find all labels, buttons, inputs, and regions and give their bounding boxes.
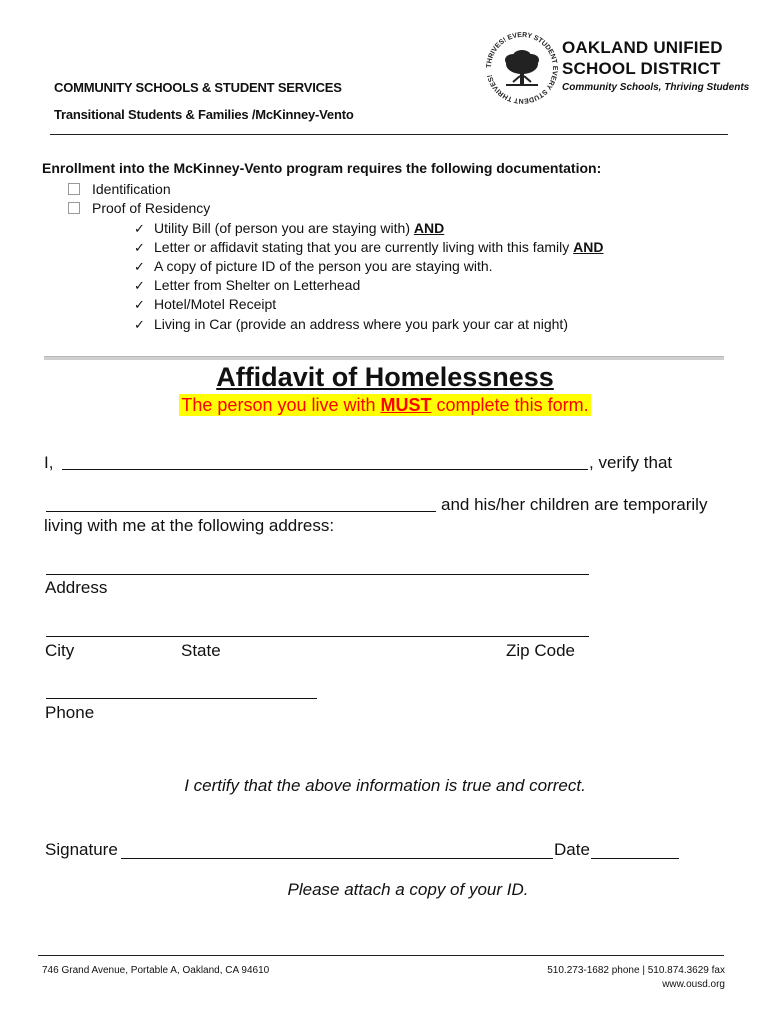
section-divider <box>44 356 724 360</box>
seal-text: THRIVES! EVERY STUDENT EVERY STUDENT THRIVES! <box>485 31 559 105</box>
address-intro-text: living with me at the following address: <box>44 516 335 535</box>
residency-proof-item: ✓ A copy of picture ID of the person you are staying with. <box>134 258 493 274</box>
children-text: and his/her children are temporarily <box>441 495 708 514</box>
checkmark-icon: ✓ <box>134 317 145 332</box>
signature-label: Signature <box>45 840 118 859</box>
checkbox-icon <box>68 202 80 214</box>
zip-code-label: Zip Code <box>506 641 575 660</box>
checkmark-icon: ✓ <box>134 259 145 274</box>
checkmark-icon: ✓ <box>134 297 145 312</box>
requirement-item: Identification <box>68 180 171 199</box>
district-tagline: Community Schools, Thriving Students <box>562 82 750 93</box>
header-divider <box>50 134 728 135</box>
attach-id-note: Please attach a copy of your ID. <box>287 880 529 899</box>
declarant-name-field[interactable] <box>62 469 588 470</box>
and-emphasis: AND <box>413 220 445 236</box>
city-state-zip-field[interactable] <box>46 636 589 637</box>
state-label: State <box>181 641 221 660</box>
certification-statement: I certify that the above information is true and correct. <box>184 776 586 795</box>
must-emphasis: MUST <box>380 395 432 415</box>
form-title: Affidavit of Homelessness <box>216 362 554 392</box>
footer-address: 746 Grand Avenue, Portable A, Oakland, CA 94610 <box>42 965 270 976</box>
residency-proof-item: ✓ Utility Bill (of person you are staying with) AND <box>134 220 445 236</box>
date-field[interactable] <box>591 858 679 859</box>
requirement-item: Proof of Residency <box>68 199 210 218</box>
signature-field[interactable] <box>121 858 553 859</box>
footer-website: www.ousd.org <box>662 979 725 990</box>
checkmark-icon: ✓ <box>134 240 145 255</box>
district-seal-logo <box>484 30 560 106</box>
guest-name-field[interactable] <box>46 511 436 512</box>
program-name: Transitional Students & Families /McKinney-Vento <box>54 107 354 122</box>
residency-proof-item: ✓ Hotel/Motel Receipt <box>134 296 277 312</box>
phone-field[interactable] <box>46 698 317 699</box>
residency-proof-item: ✓ Letter from Shelter on Letterhead <box>134 277 361 293</box>
checkbox-icon <box>68 183 80 195</box>
residency-proof-item: ✓ Letter or affidavit stating that you are currently living with this family AND <box>134 239 604 255</box>
address-field[interactable] <box>46 574 589 575</box>
city-label: City <box>45 641 75 660</box>
address-label: Address <box>45 578 108 597</box>
checkmark-icon: ✓ <box>134 278 145 293</box>
footer-phone-fax: 510.273-1682 phone | 510.874.3629 fax <box>547 965 725 976</box>
phone-label: Phone <box>45 703 95 722</box>
verify-text: , verify that <box>589 453 673 472</box>
district-name-line2: SCHOOL DISTRICT <box>562 59 721 78</box>
and-emphasis: AND <box>573 239 604 255</box>
footer-divider <box>38 955 724 956</box>
requirement-note: The person you live with MUST complete this form. <box>181 395 589 415</box>
declarant-prefix: I, <box>44 453 54 472</box>
date-label: Date <box>554 840 590 859</box>
checkmark-icon: ✓ <box>134 221 145 236</box>
department-name: COMMUNITY SCHOOLS & STUDENT SERVICES <box>54 80 342 95</box>
requirements-heading: Enrollment into the McKinney-Vento program requires the following documentation: <box>42 160 602 176</box>
residency-proof-item: ✓ Living in Car (provide an address where you park your car at night) <box>134 316 568 332</box>
district-name-line1: OAKLAND UNIFIED <box>562 38 723 57</box>
